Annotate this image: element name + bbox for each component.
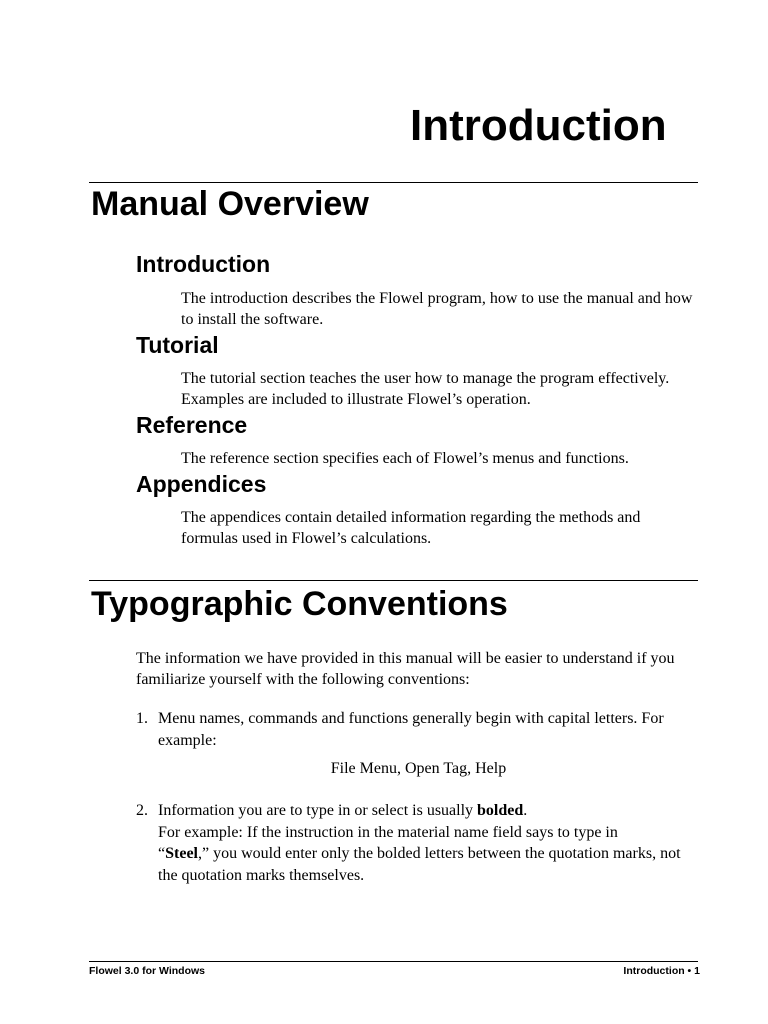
example-text: File Menu, Open Tag, Help: [330, 760, 507, 777]
example-rest: ,” you would enter only the bolded letters between the quotation marks, not the quotation marks themselves.: [158, 845, 681, 884]
list-item: [136, 800, 701, 886]
example-line: For example: If the instruction in the material name field says to type in: [158, 823, 618, 841]
bold-example: Steel: [165, 845, 198, 862]
list-item-text: [158, 800, 701, 886]
conventions-intro: The information we have provided in this manual will be easier to understand if you familiarize yourself with the following conventions:: [136, 650, 675, 688]
list-item: [136, 708, 701, 751]
manual-overview-heading: Manual Overview: [91, 185, 369, 223]
bold-term: bolded: [477, 802, 524, 819]
footer-document-title: Flowel 3.0 for Windows: [89, 965, 205, 977]
overview-introduction-heading: Introduction: [136, 251, 271, 277]
typographic-conventions-heading: Typographic Conventions: [91, 585, 508, 623]
list-number: 1.: [136, 710, 148, 727]
footer-divider: [89, 961, 698, 962]
footer-page-number: Introduction • 1: [623, 965, 700, 977]
quote-mark: “: [158, 845, 166, 862]
chapter-title: Introduction: [410, 101, 667, 150]
overview-appendices-body: The appendices contain detailed information regarding the methods and formulas used in Flowel’s calculations.: [181, 509, 641, 547]
list-number: 2.: [136, 802, 148, 819]
section-divider: [89, 580, 698, 581]
overview-tutorial-body: The tutorial section teaches the user how to manage the program effectively. Examples are included to illustrate Flowel’s operation.: [181, 370, 670, 408]
overview-appendices-heading: Appendices: [136, 471, 267, 497]
overview-reference-body: The reference section specifies each of Flowel’s menus and functions.: [181, 450, 629, 467]
overview-tutorial-heading: Tutorial: [136, 332, 219, 358]
list-item-text: Menu names, commands and functions generally begin with capital letters. For example:: [158, 710, 664, 749]
list-text-part: Information you are to type in or select is usually: [158, 802, 478, 819]
list-text-part: .: [523, 802, 528, 819]
overview-reference-heading: Reference: [136, 412, 248, 438]
overview-introduction-body: The introduction describes the Flowel program, how to use the manual and how to install the software.: [181, 290, 693, 328]
